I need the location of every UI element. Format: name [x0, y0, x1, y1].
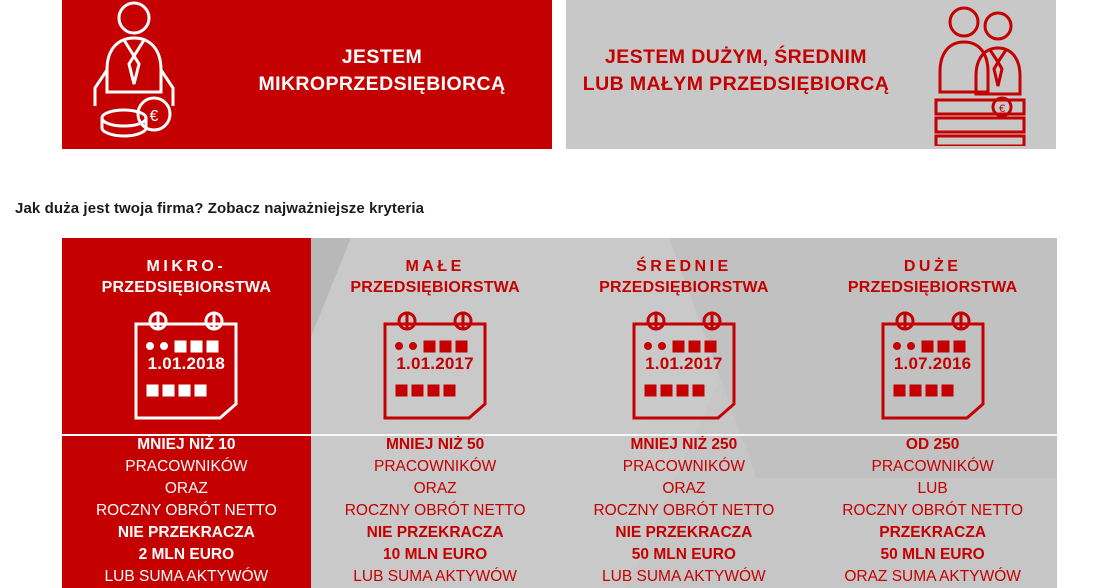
- criteria-row: LUB SUMA AKTYWÓW: [104, 568, 269, 585]
- criteria-column-male-divider: [311, 434, 560, 436]
- criteria-column-duze-title-line2: PRZEDSIĘBIORSTWA: [847, 279, 1018, 297]
- criteria-column-srednie-divider: [560, 434, 809, 436]
- criteria-row: ROCZNY OBRÓT NETTO: [593, 502, 775, 519]
- calendar-icon: [622, 308, 746, 420]
- criteria-row: MNIEJ NIŻ 50: [386, 436, 485, 453]
- criteria-row: ORAZ SUMA AKTYWÓW: [844, 568, 1021, 585]
- banner-micro-entrepreneur[interactable]: [62, 0, 552, 149]
- criteria-column-duze-rows: [808, 424, 1057, 588]
- section-heading: Jak duża jest twoja firma? Zobacz najważniejsze kryteria: [15, 200, 425, 217]
- criteria-row: NIE PRZEKRACZA: [117, 524, 255, 541]
- criteria-row: PRACOWNIKÓW: [125, 458, 248, 475]
- banner-micro-line2: MIKROPRZEDSIĘBIORCĄ: [258, 72, 506, 95]
- criteria-row: ROCZNY OBRÓT NETTO: [95, 502, 277, 519]
- criteria-column-srednie-header: [560, 238, 809, 424]
- criteria-column-male-title-line2: PRZEDSIĘBIORSTWA: [350, 279, 520, 297]
- calendar-icon: [871, 308, 995, 420]
- criteria-row: ORAZ: [413, 480, 457, 497]
- criteria-column-duze-title: [848, 256, 1017, 298]
- criteria-row: MNIEJ NIŻ 250: [630, 436, 738, 453]
- criteria-row: ROCZNY OBRÓT NETTO: [842, 502, 1024, 519]
- svg-text:€: €: [149, 107, 159, 125]
- criteria-row: ROCZNY OBRÓT NETTO: [344, 502, 526, 519]
- criteria-row: 50 MLN EURO: [631, 546, 736, 563]
- criteria-columns: [62, 238, 1057, 588]
- criteria-column-srednie-title-line1: ŚREDNIE: [636, 258, 732, 275]
- criteria-row: NIE PRZEKRACZA: [615, 524, 753, 541]
- criteria-row: 10 MLN EURO: [383, 546, 488, 563]
- criteria-row: NIE PRZEKRACZA: [366, 524, 504, 541]
- criteria-row: PRACOWNIKÓW: [622, 458, 746, 475]
- criteria-column-duze-date: 1.07.2016: [893, 354, 972, 374]
- criteria-column-male[interactable]: [311, 238, 560, 588]
- criteria-column-male-title: [350, 256, 519, 298]
- criteria-column-duze-header: [808, 238, 1057, 424]
- criteria-column-duze-title-line1: DUŻE: [903, 258, 962, 275]
- criteria-column-male-rows: [311, 424, 560, 588]
- banner-large-label: [566, 44, 906, 97]
- criteria-column-mikro[interactable]: [62, 238, 311, 588]
- criteria-column-mikro-title: [102, 256, 271, 298]
- criteria-column-srednie-rows: [560, 424, 809, 588]
- banner-micro-label: [212, 44, 552, 97]
- criteria-row: ORAZ: [662, 480, 706, 497]
- banner-large-line1: JESTEM DUŻYM, ŚREDNIM: [605, 46, 867, 69]
- criteria-column-srednie[interactable]: [560, 238, 809, 588]
- criteria-column-duze[interactable]: [808, 238, 1057, 588]
- criteria-column-mikro-date: 1.01.2018: [147, 354, 226, 374]
- criteria-row: LUB SUMA AKTYWÓW: [602, 568, 766, 585]
- criteria-column-male-header: [311, 238, 560, 424]
- criteria-column-duze-divider: [808, 434, 1057, 436]
- criteria-column-male-date: 1.01.2017: [396, 354, 474, 374]
- criteria-row: PRZEKRACZA: [879, 524, 987, 541]
- banner-large-line2: LUB MAŁYM PRZEDSIĘBIORCĄ: [582, 72, 890, 95]
- criteria-row: ORAZ: [164, 480, 208, 497]
- criteria-column-mikro-header: [62, 238, 311, 424]
- criteria-row: OD 250: [905, 436, 960, 453]
- criteria-row: LUB: [917, 480, 948, 497]
- calendar-icon: [373, 308, 497, 420]
- criteria-row: 2 MLN EURO: [138, 546, 235, 563]
- criteria-column-srednie-date: 1.01.2017: [645, 354, 723, 374]
- banner-large-entrepreneur[interactable]: [566, 0, 1056, 149]
- criteria-column-mikro-divider: [62, 434, 311, 436]
- criteria-row: 50 MLN EURO: [880, 546, 985, 563]
- calendar-icon: [124, 308, 248, 420]
- company-size-choice-banners: [62, 0, 1057, 157]
- criteria-column-srednie-title-line2: PRZEDSIĘBIORSTWA: [599, 279, 769, 297]
- banner-micro-line1: JESTEM: [341, 46, 423, 69]
- criteria-row: PRACOWNIKÓW: [871, 458, 994, 475]
- criteria-row: LUB SUMA AKTYWÓW: [353, 568, 517, 585]
- criteria-column-srednie-title: [599, 256, 768, 298]
- criteria-row: MNIEJ NIŻ 10: [137, 436, 236, 453]
- criteria-column-mikro-rows: [62, 424, 311, 588]
- criteria-column-male-title-line1: MAŁE: [405, 258, 465, 275]
- two-businessmen-with-banknotes-icon: [906, 0, 1056, 146]
- criteria-column-mikro-title-line1: MIKRO-: [146, 258, 227, 275]
- criteria-row: PRACOWNIKÓW: [373, 458, 497, 475]
- criteria-table: [62, 238, 1057, 588]
- criteria-column-mikro-title-line2: PRZEDSIĘBIORSTWA: [101, 279, 272, 297]
- svg-text:€: €: [998, 102, 1006, 115]
- businessman-with-coins-icon: [62, 0, 212, 146]
